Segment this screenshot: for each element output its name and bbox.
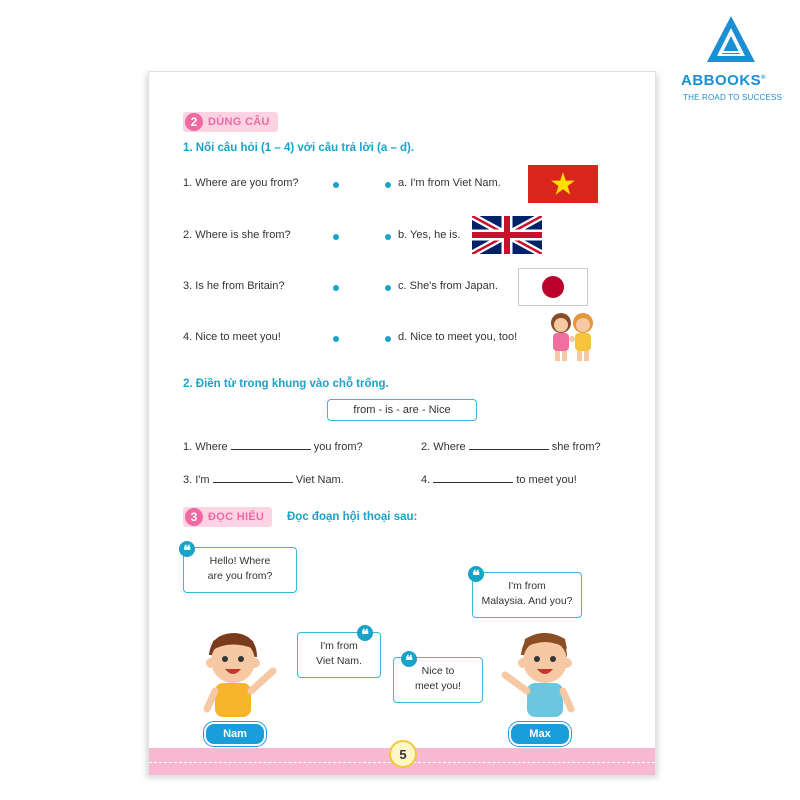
match-dot-q1[interactable] xyxy=(333,182,339,188)
fill-blank-2[interactable] xyxy=(469,440,549,450)
speech-bubble-max-2: Nice to meet you! xyxy=(393,657,483,703)
fill-item-2: 2. Where she from? xyxy=(421,441,601,453)
section-number: 2 xyxy=(185,113,203,131)
match-dot-q3[interactable] xyxy=(333,285,339,291)
abbooks-logo-icon xyxy=(705,14,757,66)
vietnam-flag-icon xyxy=(528,165,598,203)
logo-tagline: THE ROAD TO SUCCESS xyxy=(683,93,783,102)
fill-blank-1[interactable] xyxy=(231,440,311,450)
match-dot-q2[interactable] xyxy=(333,234,339,240)
quote-icon: ❝ xyxy=(468,566,484,582)
question-3: 3. Is he from Britain? xyxy=(183,280,285,292)
japan-flag-icon xyxy=(518,268,588,306)
answer-d: d. Nice to meet you, too! xyxy=(398,331,518,343)
match-dot-b[interactable] xyxy=(385,234,391,240)
quote-icon: ❝ xyxy=(401,651,417,667)
section-header-dung-cau xyxy=(183,112,278,132)
fill-item-3: 3. I'm Viet Nam. xyxy=(183,474,344,486)
question-4: 4. Nice to meet you! xyxy=(183,331,281,343)
answer-a: a. I'm from Viet Nam. xyxy=(398,177,501,189)
boy-nam-illustration-icon xyxy=(189,627,279,727)
answer-b: b. Yes, he is. xyxy=(398,229,461,241)
exercise-1-instruction: 1. Nối câu hỏi (1 – 4) với câu trả lời (a – d). xyxy=(183,142,415,154)
speech-bubble-nam-2: I'm from Viet Nam. xyxy=(297,632,381,678)
question-1: 1. Where are you from? xyxy=(183,177,299,189)
answer-c: c. She's from Japan. xyxy=(398,280,498,292)
fill-item-4: 4. to meet you! xyxy=(421,474,577,486)
two-girls-greeting-icon xyxy=(545,307,599,363)
match-dot-c[interactable] xyxy=(385,285,391,291)
match-dot-d[interactable] xyxy=(385,336,391,342)
quote-icon: ❝ xyxy=(357,625,373,641)
uk-flag-icon xyxy=(472,216,542,254)
section-header-doc-hieu xyxy=(183,507,272,527)
word-box: from - is - are - Nice xyxy=(327,399,477,421)
logo-brand: ABBOOKS® xyxy=(681,72,767,89)
quote-icon: ❝ xyxy=(179,541,195,557)
section-label: DÙNG CÂU xyxy=(208,116,270,128)
match-dot-q4[interactable] xyxy=(333,336,339,342)
exercise-2-instruction: 2. Điền từ trong khung vào chỗ trống. xyxy=(183,378,389,390)
boy-max-illustration-icon xyxy=(499,627,589,727)
name-label-nam: Nam xyxy=(204,722,266,746)
fill-blank-4[interactable] xyxy=(433,473,513,483)
speech-bubble-max-1: I'm from Malaysia. And you? xyxy=(472,572,582,618)
reading-instruction: Đọc đoạn hội thoại sau: xyxy=(287,511,418,523)
speech-bubble-nam-1: Hello! Where are you from? xyxy=(183,547,297,593)
worksheet-page xyxy=(148,71,656,776)
page-number: 5 xyxy=(389,740,417,768)
section-number: 3 xyxy=(185,508,203,526)
name-label-max: Max xyxy=(509,722,571,746)
question-2: 2. Where is she from? xyxy=(183,229,291,241)
fill-blank-3[interactable] xyxy=(213,473,293,483)
match-dot-a[interactable] xyxy=(385,182,391,188)
section-label: ĐỌC HIỂU xyxy=(208,511,265,523)
fill-item-1: 1. Where you from? xyxy=(183,441,363,453)
